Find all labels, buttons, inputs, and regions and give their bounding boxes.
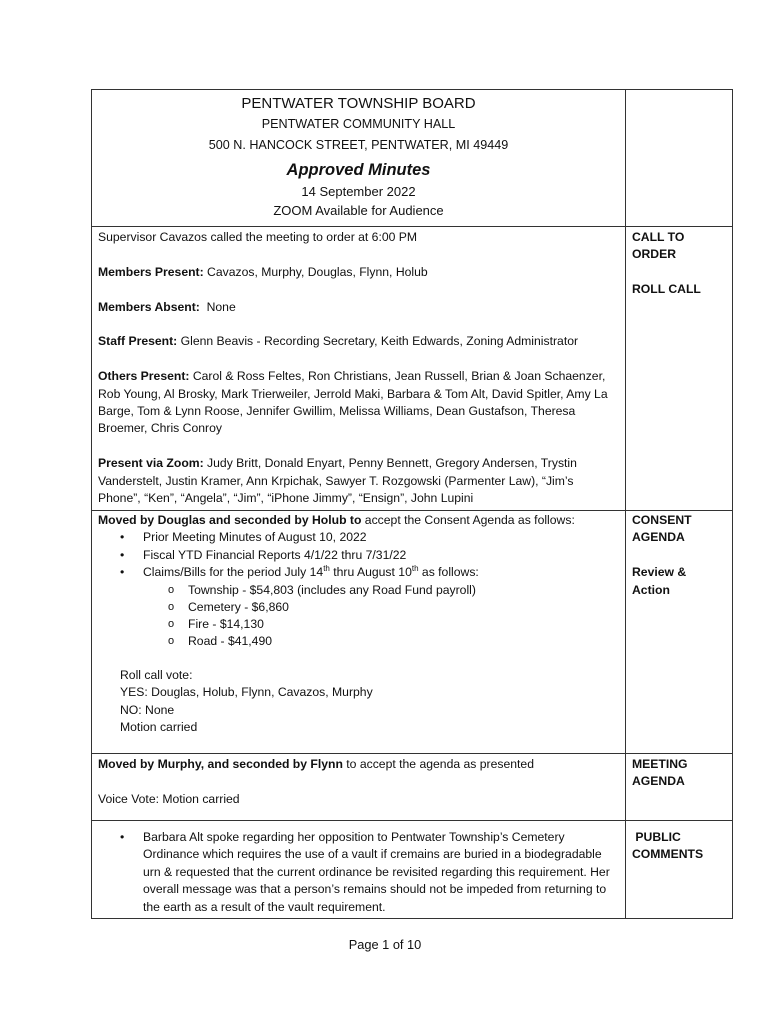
agenda-row <box>92 754 733 821</box>
public-side-cell <box>626 821 733 919</box>
consent-motion-rest: accept the Consent Agenda as follows: <box>361 513 575 527</box>
public-heading-2: COMMENTS <box>632 847 704 862</box>
claims-subitem: o Road - $41,490 <box>98 633 619 650</box>
vote-yes: YES: Douglas, Holub, Flynn, Cavazos, Murphy <box>120 685 373 700</box>
members-absent-value: None <box>199 299 236 314</box>
claims-subitem: o Fire - $14,130 <box>98 616 619 633</box>
agenda-cell <box>92 754 626 821</box>
consent-side-cell <box>626 511 733 754</box>
vote-label: Roll call vote: <box>120 668 193 683</box>
agenda-heading: MEETING <box>632 757 688 771</box>
members-absent-label: Members Absent: <box>98 299 200 314</box>
agenda-motion-rest: to accept the agenda as presented <box>342 757 534 771</box>
public-comment: • Barbara Alt spoke regarding her opposition to Pentwater Township’s Cemetery Ordinance which requires the use of a vault if cremains are buried in a biodegradable urn & requested that the current ordinance be revisited regarding this requirement. Her overall message was that a person’s remains should not be impeded from returning to the earth as a result of the vault requirement. <box>98 829 619 916</box>
staff-present <box>98 333 619 350</box>
public-cell <box>92 821 626 919</box>
claims-subitems <box>98 582 619 650</box>
public-comments <box>98 829 619 916</box>
page-number: Page 1 of 10 <box>348 937 422 952</box>
minutes-table <box>91 89 733 919</box>
claims-subitem: o Township - $54,803 (includes any Road Fund payroll) <box>98 582 619 599</box>
others-present <box>98 368 619 438</box>
claims-sup-1: th <box>323 564 330 574</box>
vote-no: NO: None <box>120 702 175 717</box>
header-row <box>92 90 733 227</box>
public-heading: PUBLIC <box>632 830 681 844</box>
claims-subitem: o Cemetery - $6,860 <box>98 599 619 616</box>
agenda-heading-2: AGENDA <box>632 774 685 789</box>
consent-vote <box>98 667 619 737</box>
address: 500 N. HANCOCK STREET, PENTWATER, MI 49449 <box>208 138 509 152</box>
public-row <box>92 821 733 919</box>
agenda-motion <box>98 756 619 773</box>
staff-present-label: Staff Present: <box>98 334 178 349</box>
roll-call-cell <box>92 227 626 511</box>
others-present-value: Carol & Ross Feltes, Ron Christians, Jean Russell, Brian & Joan Schaenzer, Rob Young, Al Brosky, Mark Trierweiler, Jerrold Maki, Barbara & Tom Alt, David Spitler, Amy La Barge, Tom & Lynn Roose, Jennifer Gwillim, Melissa Williams, Dean Gustafson, Theresa Broemer, Chris Conroy <box>98 369 608 436</box>
call-to-order-heading: CALL TO ORDER <box>632 230 685 262</box>
consent-cell <box>92 511 626 754</box>
board-title: PENTWATER TOWNSHIP BOARD <box>241 95 476 112</box>
consent-item-claims <box>98 564 619 581</box>
consent-heading: CONSENT <box>632 513 692 527</box>
claims-text-a: Claims/Bills for the period July 14 <box>143 565 324 580</box>
claims-text-b: thru August 10 <box>329 565 412 580</box>
consent-items <box>98 529 619 581</box>
members-present-value: Cavazos, Murphy, Douglas, Flynn, Holub <box>203 264 428 279</box>
zoom-note: ZOOM Available for Audience <box>273 203 444 218</box>
members-present-label: Members Present: <box>98 264 204 279</box>
meeting-date: 14 September 2022 <box>301 184 416 199</box>
vote-result: Motion carried <box>120 720 198 735</box>
zoom-present <box>98 455 619 507</box>
consent-row <box>92 511 733 754</box>
zoom-present-label: Present via Zoom: <box>98 456 204 471</box>
consent-item: • Prior Meeting Minutes of August 10, 2022 <box>98 529 619 546</box>
consent-motion-bold: Moved by Douglas and seconded by Holub to <box>98 513 362 527</box>
header-cell <box>92 90 626 227</box>
call-to-order-text: Supervisor Cavazos called the meeting to order at 6:00 PM <box>98 230 418 244</box>
header-side-cell <box>626 90 733 227</box>
roll-call-heading: ROLL CALL <box>632 282 701 297</box>
consent-item: • Fiscal YTD Financial Reports 4/1/22 thru 7/31/22 <box>98 547 619 564</box>
members-absent <box>98 299 619 316</box>
doc-title: Approved Minutes <box>286 161 431 179</box>
claims-sup-2: th <box>411 564 419 574</box>
staff-present-value: Glenn Beavis - Recording Secretary, Keith Edwards, Zoning Administrator <box>177 334 579 349</box>
review-heading: Review & <box>632 565 687 580</box>
roll-call-row <box>92 227 733 511</box>
action-heading: Action <box>632 582 670 597</box>
members-present <box>98 264 619 281</box>
consent-motion <box>98 512 619 529</box>
venue: PENTWATER COMMUNITY HALL <box>261 117 456 131</box>
zoom-present-value: Judy Britt, Donald Enyart, Penny Bennett, Gregory Andersen, Trystin Vanderstelt, Justin Kramer, Ann Krpichak, Sawyer T. Rozgowski (Parmenter Law), “Jim’s Phone”, “Ken”, “Angela”, “Jim”, “iPhone Jimmy”, “Ensign”, John Lupini <box>98 456 577 506</box>
roll-call-side-cell <box>626 227 733 511</box>
agenda-motion-bold: Moved by Murphy, and seconded by Flynn <box>98 757 343 771</box>
others-present-label: Others Present: <box>98 369 190 384</box>
consent-heading-2: AGENDA <box>632 530 685 545</box>
claims-text-c: as follows: <box>418 565 479 580</box>
agenda-side-cell <box>626 754 733 821</box>
agenda-vote: Voice Vote: Motion carried <box>98 791 240 806</box>
